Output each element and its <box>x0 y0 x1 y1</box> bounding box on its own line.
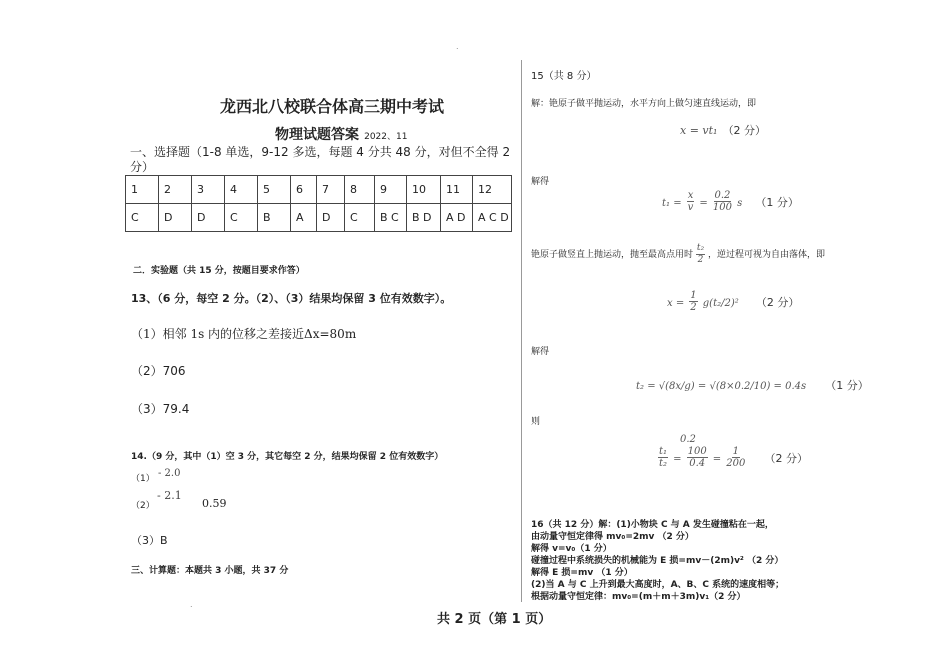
q14-answer-2-extra: 0.59 <box>202 497 227 510</box>
table-cell: A <box>291 204 317 232</box>
line2-part-a: 铯原子做竖直上抛运动，抛至最高点用时 <box>531 250 694 260</box>
table-cell: 6 <box>291 176 317 204</box>
eq3-score: （2 分） <box>755 296 800 309</box>
eq5-rhs-den: 200 <box>726 458 746 469</box>
q15-eq-1 <box>680 119 766 138</box>
q16-line-7: 根据动量守恒定律：mv₀=(m＋m＋3m)v₁（2 分） <box>531 592 746 602</box>
eq2-num-1: x <box>687 190 694 201</box>
eq4-score: （1 分） <box>825 379 869 392</box>
eq2-den-1: v <box>687 202 694 213</box>
line2-frac-den: 2 <box>697 255 704 265</box>
table-cell: 4 <box>225 176 258 204</box>
q14-answer-3: （3）B <box>131 534 168 547</box>
column-divider <box>521 60 522 602</box>
eq5-score: （2 分） <box>764 452 808 465</box>
section3-heading: 三、计算题：本题共 3 小题，共 37 分 <box>131 566 289 576</box>
page-footer: 共 2 页（第 1 页） <box>437 612 552 627</box>
q15-heading: 15（共 8 分） <box>531 71 597 82</box>
line2-frac-num: t₂ <box>696 243 705 253</box>
q13-answer-2: （2）706 <box>131 364 186 378</box>
eq3-frac <box>689 290 697 313</box>
eq2-unit: s <box>737 198 743 209</box>
q15-line-1: 解：铯原子做平抛运动，水平方向上做匀速直线运动，即 <box>531 99 757 109</box>
q15-solve-1: 解得 <box>531 177 550 187</box>
q13-answer-1: （1）相邻 1s 内的位移之差接近Δx=80m <box>131 327 357 341</box>
table-cell: 3 <box>192 176 225 204</box>
date-text: 2022、11 <box>364 132 408 142</box>
eq5-frac-mid <box>687 446 708 469</box>
eq2-frac-1 <box>687 190 695 213</box>
q14-answer-1-label: （1） <box>131 474 155 484</box>
eq2-frac-2 <box>713 190 732 213</box>
q15-eq-5: $\frac{\text{t₁}}{\text{t₂}}$ = $\frac{100}{0.4}$ = $\frac{1}{200}$ （2 分） <box>659 446 808 469</box>
q13-heading: 13、（6 分，每空 2 分。（2）、（3）结果均保留 3 位有效数字）。 <box>131 292 452 305</box>
section2-heading: 二．实验题（共 15 分，按题目要求作答） <box>133 266 305 276</box>
eq2-score: （1 分） <box>755 196 799 209</box>
page-subtitle <box>275 124 407 144</box>
eq5-top: 0.2 <box>680 434 696 445</box>
eq5-frac-lhs <box>658 446 668 469</box>
table-cell: B <box>258 204 291 232</box>
q15-eq-3 <box>667 290 799 313</box>
page-title: 龙西北八校联合体高三期中考试 <box>220 97 445 116</box>
eq5-lhs-num: t₁ <box>659 446 668 457</box>
q16-line-6: (2)当 A 与 C 上升到最大高度时，A、B、C 系统的速度相等； <box>531 580 785 590</box>
subtitle-text: 物理试题答案 <box>275 127 359 143</box>
table-cell: 1 <box>126 176 159 204</box>
eq2-den-2: 100 <box>712 202 732 213</box>
eq4-text: t₂ = √(8x/g) = √(8×0.2/10) = 0.4s <box>636 381 807 392</box>
eq5-mid-den: 0.4 <box>689 458 706 469</box>
table-cell: 11 <box>441 176 473 204</box>
q16-line-4: 碰撞过程中系统损失的机械能为 E 损=mv－(2m)v² （2 分） <box>531 556 784 566</box>
eq5-mid-num: 100 <box>687 446 707 457</box>
line2-frac <box>696 243 705 266</box>
table-cell: 8 <box>345 176 375 204</box>
eq3-den: 2 <box>690 302 697 313</box>
q15-line-2 <box>531 243 825 266</box>
q16-line-2: 由动量守恒定律得 mv₀=2mv （2 分） <box>531 532 694 542</box>
table-cell: 5 <box>258 176 291 204</box>
q16-line-3: 解得 v=v₀（1 分） <box>531 544 612 554</box>
table-cell: 10 <box>407 176 441 204</box>
eq1-score: （2 分） <box>722 124 767 137</box>
table-cell: B D <box>407 204 441 232</box>
answer-table <box>125 175 512 232</box>
section1-heading: 一、选择题（1-8 单选，9-12 多选，每题 4 分共 48 分，对但不全得 2 分） <box>130 145 511 174</box>
table-cell: 9 <box>375 176 407 204</box>
q14-answer-1-value: - 2.0 <box>158 468 181 479</box>
table-cell: A D <box>441 204 473 232</box>
q16-line-1: 16（共 12 分）解：(1)小物块 C 与 A 发生碰撞粘在一起， <box>531 520 774 530</box>
q14-answer-2-value: - 2.1 <box>157 489 182 502</box>
q13-answer-3: （3）79.4 <box>131 402 190 416</box>
table-cell: B C <box>375 204 407 232</box>
table-cell: D <box>159 204 192 232</box>
eq3-lhs: x = <box>667 298 685 309</box>
stray-dot: . <box>456 42 459 51</box>
line2-part-b: ，逆过程可视为自由落体，即 <box>708 250 826 260</box>
table-row-answers <box>126 204 512 232</box>
table-cell: 2 <box>159 176 192 204</box>
eq5-rhs-num: 1 <box>732 446 740 457</box>
table-cell: 7 <box>317 176 345 204</box>
q15-then: 则 <box>531 417 541 427</box>
q15-solve-2: 解得 <box>531 347 550 357</box>
q16-block <box>531 519 784 603</box>
eq5-lhs-den: t₂ <box>659 458 668 469</box>
eq2-num-2: 0.2 <box>714 190 731 201</box>
table-cell: C <box>225 204 258 232</box>
table-cell: D <box>317 204 345 232</box>
table-row-numbers <box>126 176 512 204</box>
table-cell: A C D <box>473 204 512 232</box>
table-cell: D <box>192 204 225 232</box>
table-cell: 12 <box>473 176 512 204</box>
q15-eq-4 <box>636 374 869 393</box>
table-cell: C <box>126 204 159 232</box>
q14-heading: 14.（9 分，其中（1）空 3 分，其它每空 2 分，结果均保留 2 位有效数字） <box>131 452 444 462</box>
eq1-text: x = vt₁ <box>680 124 718 137</box>
eq3-rest: g(t₂/2)² <box>702 298 739 309</box>
eq5-frac-rhs <box>726 446 745 469</box>
eq2-lhs: t₁ = <box>662 198 682 209</box>
table-cell: C <box>345 204 375 232</box>
q16-line-5: 解得 E 损=mv （1 分） <box>531 568 633 578</box>
q14-answer-2-label: （2） <box>131 501 155 511</box>
eq3-num: 1 <box>690 290 697 301</box>
q15-eq-2: t₁ = $\frac{x}{v}$ = $\frac{0.2}{100}$ s （1 分） <box>662 190 799 213</box>
stray-dot: . <box>190 600 193 609</box>
